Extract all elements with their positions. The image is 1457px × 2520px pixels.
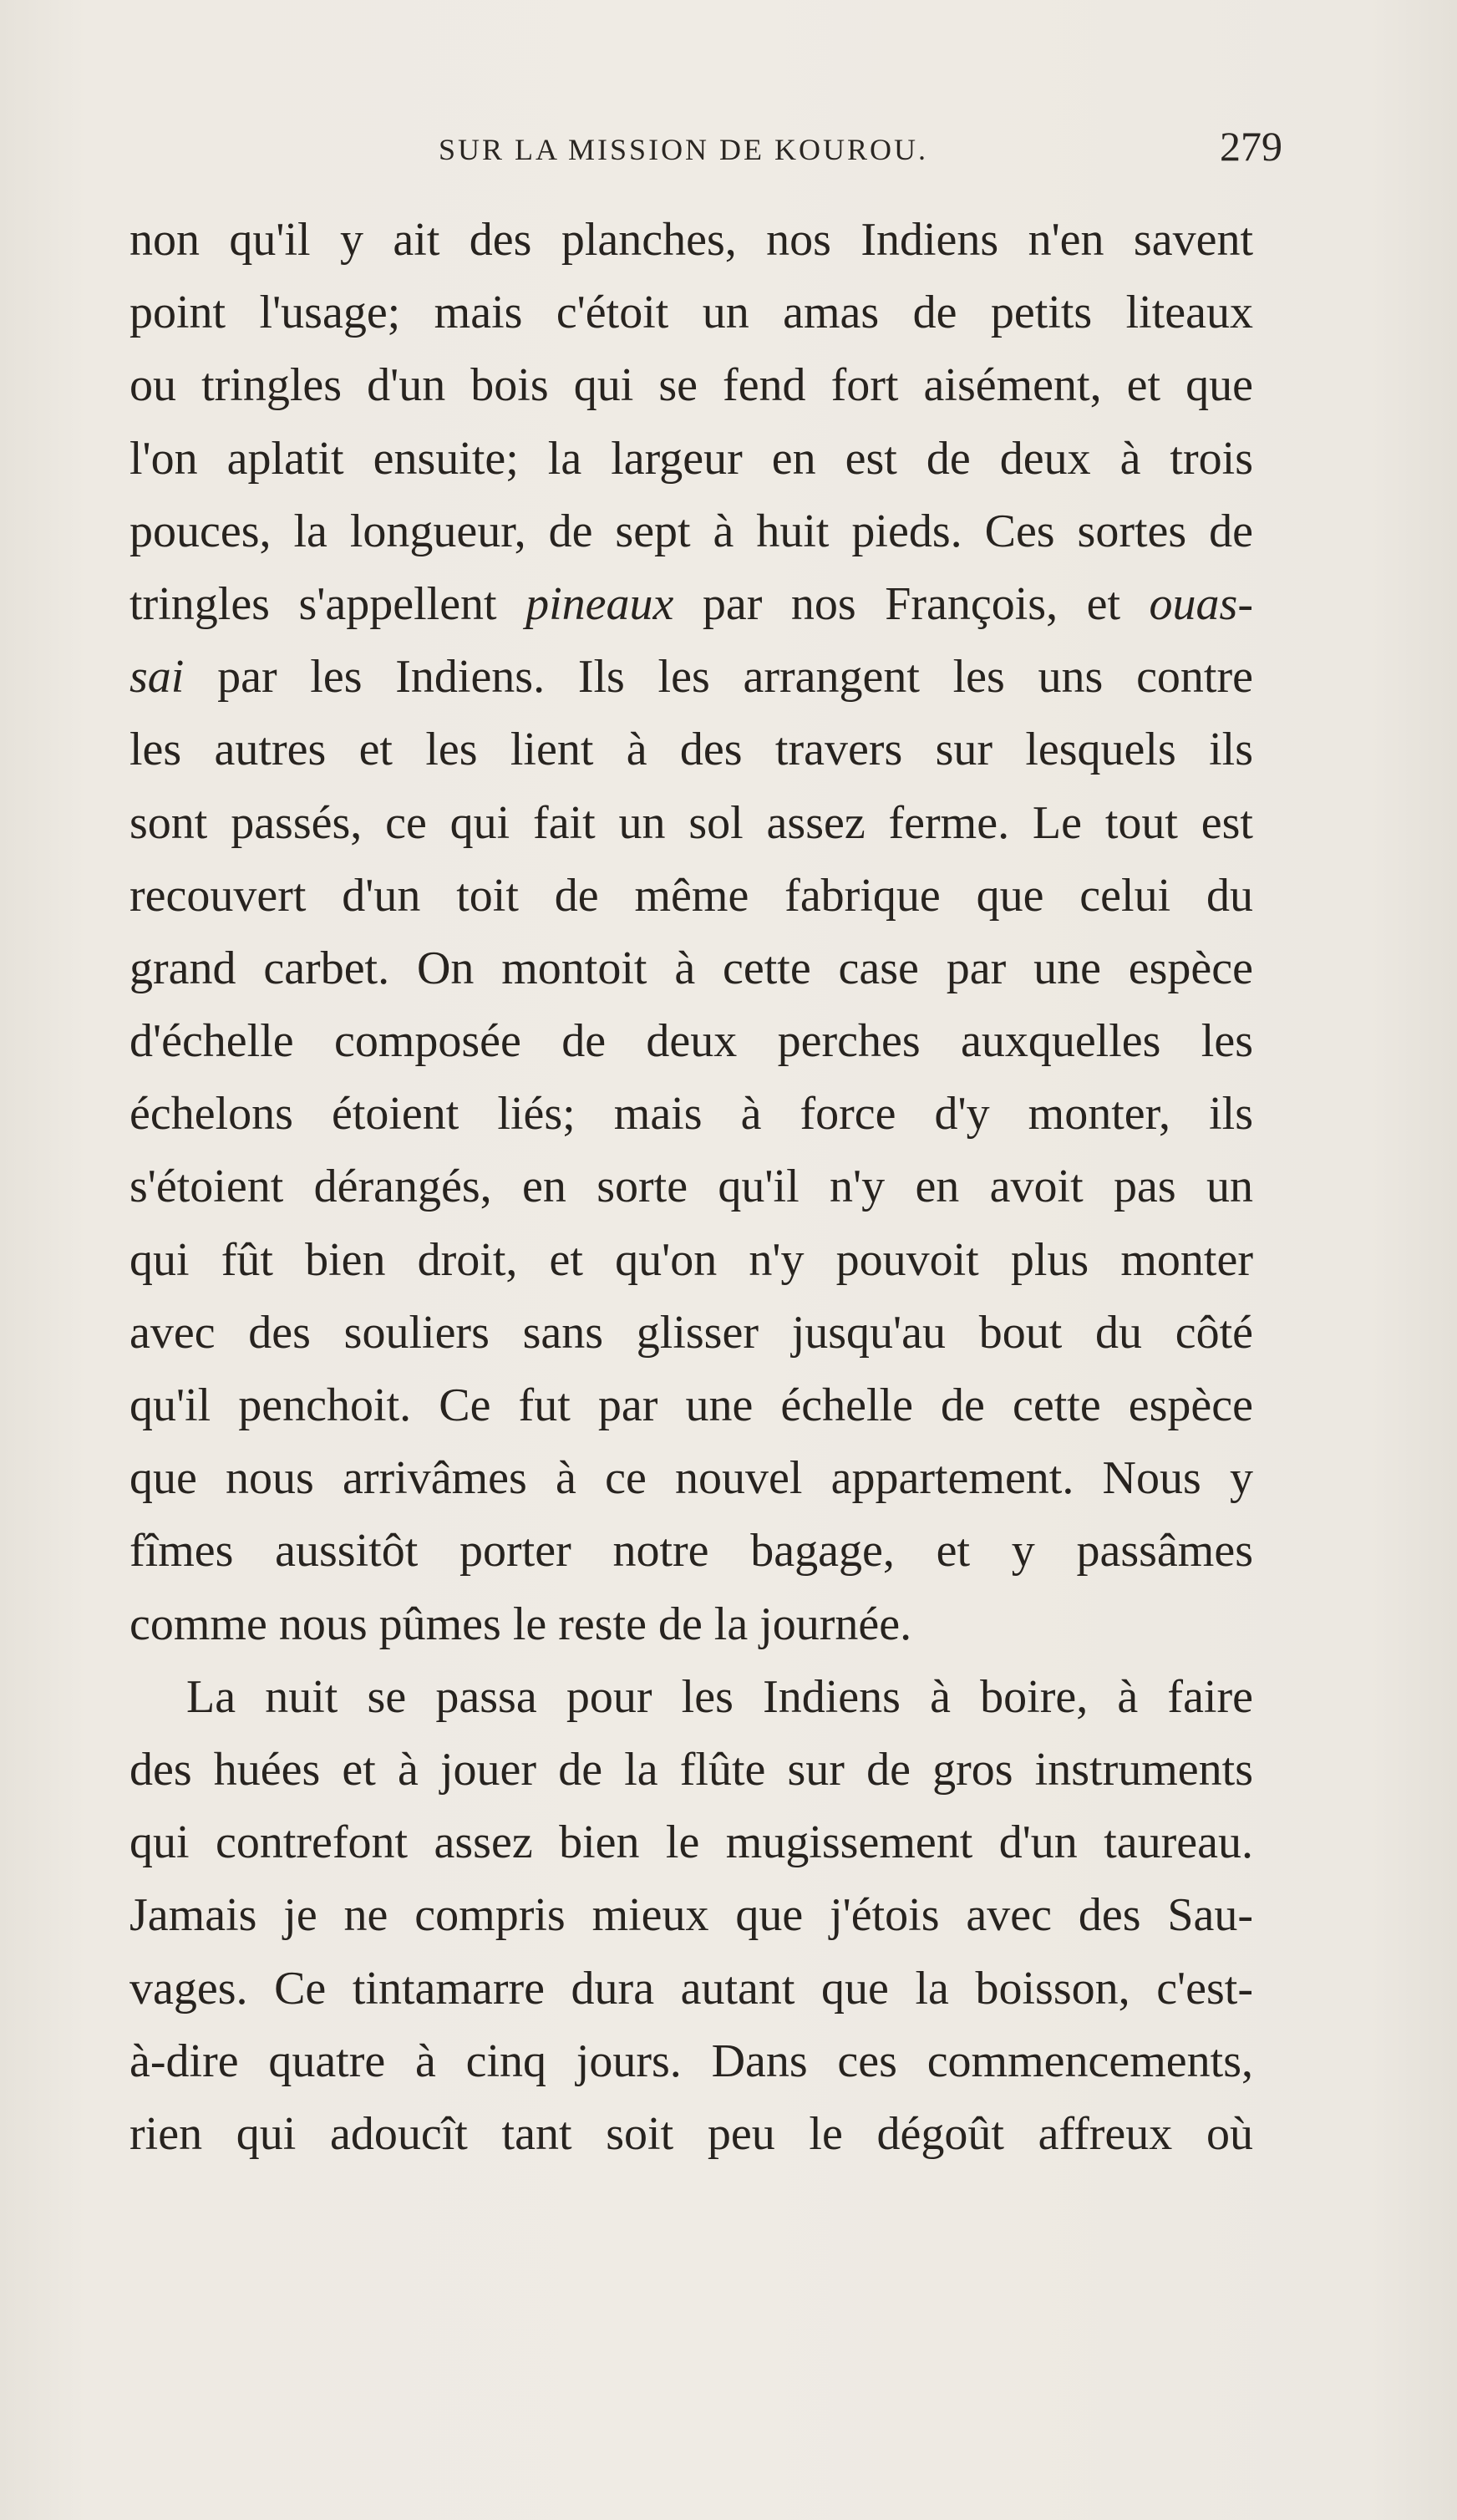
text-line: les autres et les lient à des travers sur lesquels ils [129,724,1253,776]
text-line: qui contrefont assez bien le mugissement d'un taureau. [129,1816,1253,1869]
text-line: sont passés, ce qui fait un sol assez ferme. Le tout est [129,796,1253,849]
text-line [129,568,1253,641]
italic-term-ouassai: ouas- [1149,577,1253,630]
text-line: l'on aplatit ensuite; la largeur en est de deux à trois [129,432,1253,485]
text-line: avec des souliers sans glisser jusqu'au bout du côté [129,1306,1253,1359]
body-text [129,204,1253,2171]
text-line: ou tringles d'un bois qui se fend fort aisément, et que [129,359,1253,412]
italic-term-pineaux: pineaux [525,577,674,630]
text-line: grand carbet. On montoit à cette case par une espèce [129,942,1253,994]
text-line: recouvert d'un toit de même fabrique que celui du [129,869,1253,922]
text-line: pouces, la longueur, de sept à huit pieds. Ces sortes de [129,505,1253,557]
text-line: des huées et à jouer de la flûte sur de gros instruments [129,1743,1253,1796]
text-line: qu'il penchoit. Ce fut par une échelle de cette espèce [129,1379,1253,1431]
text-line [129,641,1253,714]
running-head [129,125,1282,184]
text-line: s'étoient dérangés, en sorte qu'il n'y en avoit pas un [129,1161,1253,1213]
text-line: comme nous pûmes le reste de la journée. [129,1598,912,1650]
text-line: d'échelle composée de deux perches auxquelles les [129,1015,1253,1068]
text-line: La nuit se passa pour les Indiens à boire, à faire [186,1670,1253,1723]
running-title: SUR LA MISSION DE KOUROU. [439,133,929,166]
text-line: que nous arrivâmes à ce nouvel appartement. Nous y [129,1452,1253,1505]
text-run: par nos François, et [673,577,1150,630]
text-line: point l'usage; mais c'étoit un amas de petits liteaux [129,287,1253,339]
text-run: tringles s'appellent [129,577,526,630]
text-line: qui fût bien droit, et qu'on n'y pouvoit plus monter [129,1233,1253,1286]
text-line: fîmes aussitôt porter notre bagage, et y passâmes [129,1525,1253,1578]
italic-term-ouassai-end: sai [129,651,185,704]
text-run: par les Indiens. Ils les arrangent les uns contre [184,651,1253,704]
text-line: non qu'il y ait des planches, nos Indiens n'en savent [129,214,1253,266]
text-line: vages. Ce tintamarre dura autant que la boisson, c'est- [129,1962,1253,2014]
page-number: 279 [1220,123,1282,170]
text-line: Jamais je ne compris mieux que j'étois avec des Sau- [129,1889,1253,1942]
text-line: rien qui adoucît tant soit peu le dégoût affreux où [129,2107,1253,2160]
text-line: à-dire quatre à cinq jours. Dans ces commencements, [129,2035,1253,2087]
text-line: échelons étoient liés; mais à force d'y monter, ils [129,1088,1253,1141]
